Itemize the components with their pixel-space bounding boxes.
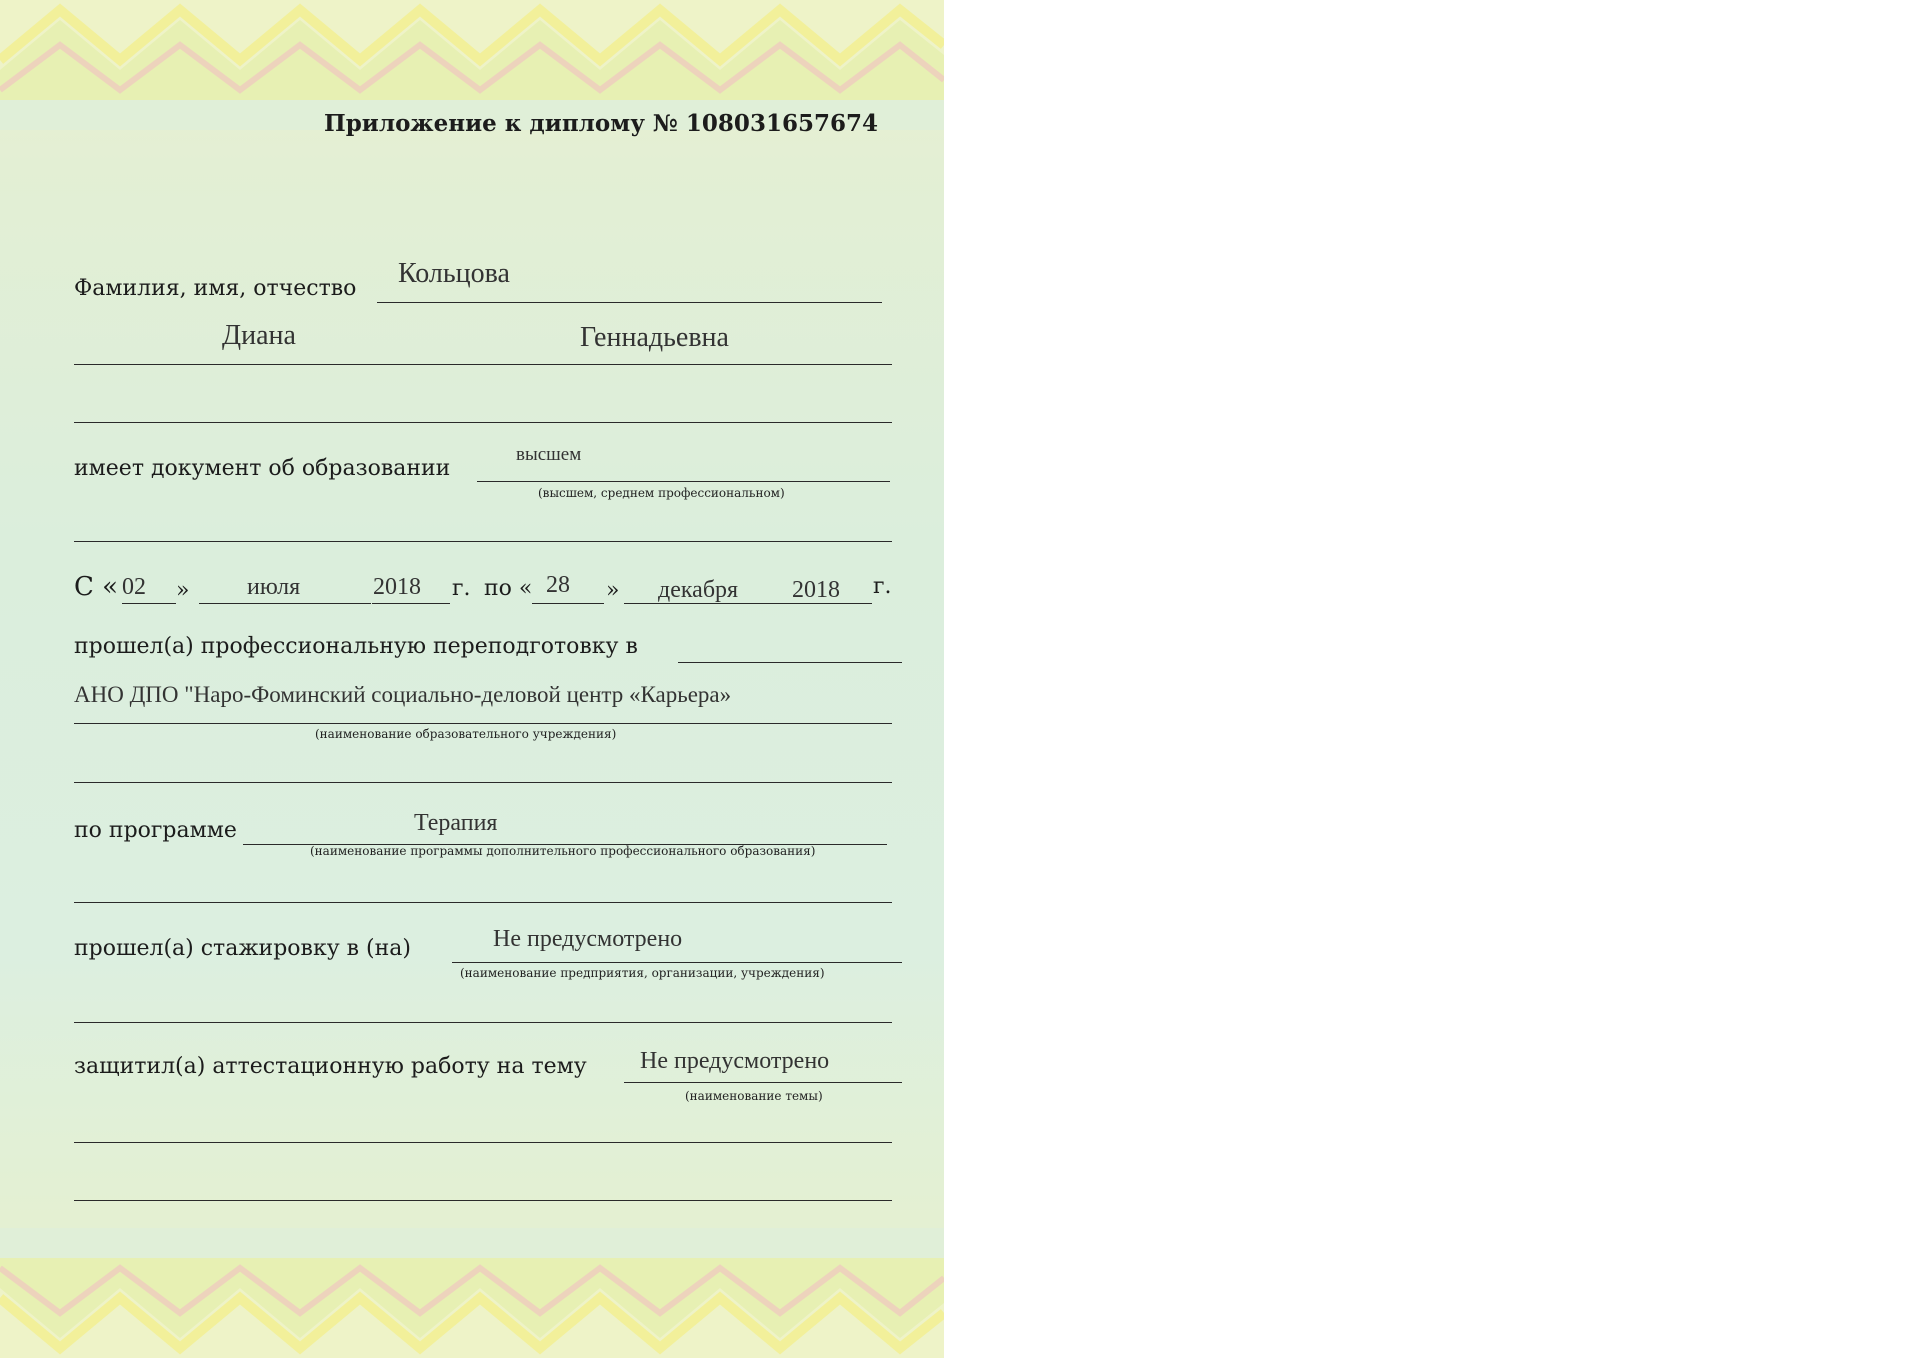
training-line-2 [74, 723, 892, 724]
from-month-value: июля [247, 574, 301, 600]
surname-value: Кольцова [398, 258, 510, 289]
blank-line-1 [74, 422, 892, 423]
from-month-line [199, 603, 371, 604]
program-hint: (наименование программы дополнительного профессионального образования) [310, 844, 816, 858]
decorative-band-bottom [0, 1228, 944, 1358]
document-title: Приложение к диплому № 108031657674 [324, 110, 878, 137]
to-year-value: 2018 [792, 577, 840, 603]
fio-label: Фамилия, имя, отчество [74, 276, 357, 301]
fio-line-2 [74, 364, 892, 365]
thesis-label: защитил(а) аттестационную работу на тему [74, 1054, 587, 1079]
from-day-quote: » [176, 578, 190, 603]
education-label: имеет документ об образовании [74, 456, 451, 481]
patronymic-value: Геннадьевна [580, 322, 729, 353]
to-year-suffix: г. [873, 574, 892, 599]
blank-line-4 [74, 902, 892, 903]
internship-line [452, 962, 902, 963]
internship-hint: (наименование предприятия, организации, учреждения) [460, 966, 825, 980]
thesis-line [624, 1082, 902, 1083]
name-value: Диана [222, 320, 296, 351]
to-day-value: 28 [546, 572, 570, 598]
blank-line-5 [74, 1022, 892, 1023]
to-day-quote: » [606, 578, 620, 603]
training-label: прошел(а) профессиональную переподготовку в [74, 634, 638, 659]
education-line [477, 481, 890, 482]
training-line-1 [678, 662, 902, 663]
institution-hint: (наименование образовательного учреждения) [315, 727, 617, 741]
from-year-suffix: г. [452, 576, 471, 601]
education-value: высшем [516, 444, 582, 465]
from-day-line [122, 603, 176, 604]
period-from-prefix: С « [74, 572, 119, 602]
thesis-hint: (наименование темы) [685, 1089, 823, 1103]
program-value: Терапия [414, 810, 498, 836]
blank-line-3 [74, 782, 892, 783]
internship-label: прошел(а) стажировку в (на) [74, 936, 411, 961]
blank-line-7 [74, 1200, 892, 1201]
education-hint: (высшем, среднем профессиональном) [538, 486, 785, 500]
to-month-value: декабря [658, 577, 739, 603]
blank-line-6 [74, 1142, 892, 1143]
internship-value: Не предусмотрено [493, 926, 683, 952]
from-year-value: 2018 [373, 574, 421, 600]
blank-line-2 [74, 541, 892, 542]
diploma-supplement-page [0, 0, 944, 1358]
to-day-line [532, 603, 604, 604]
program-label: по программе [74, 818, 237, 843]
period-to-prefix: по « [484, 576, 533, 601]
from-year-line [372, 603, 450, 604]
from-day-value: 02 [122, 574, 146, 600]
thesis-value: Не предусмотрено [640, 1048, 830, 1074]
institution-value: АНО ДПО "Наро-Фоминский социально-деловой центр «Карьера» [74, 682, 732, 707]
fio-line-1 [377, 302, 882, 303]
